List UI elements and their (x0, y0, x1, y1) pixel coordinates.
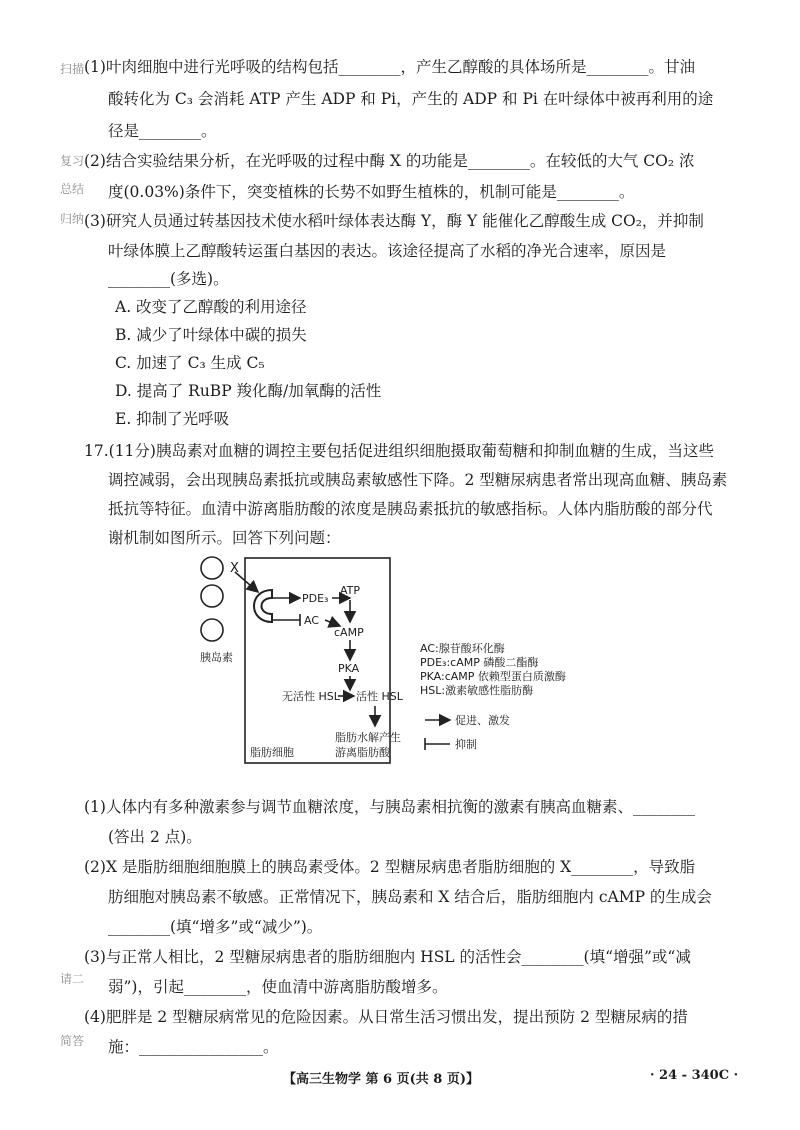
q17-stem-line4: 谢机制如图所示。回答下列问题： (108, 529, 341, 547)
q17-p2-line1: (2)X 是脂肪细胞细胞膜上的胰岛素受体。2 型糖尿病患者脂肪细胞的 X________，导致脂 (84, 858, 696, 876)
insulin-receptor-x (254, 590, 272, 622)
q17-p2-line3: ________(填“增多”或“减少”)。 (108, 918, 323, 936)
insulin-label: 胰岛素 (200, 651, 233, 664)
q16-option-d: D. 提高了 RuBP 羧化酶/加氧酶的活性 (115, 382, 382, 400)
page-footer-title: 【高三生物学 第 6 页(共 8 页)】 (283, 1072, 480, 1087)
legend-ac: AC:腺苷酸环化酶 (420, 642, 505, 655)
q17-p4-line2: 施：________________。 (108, 1038, 279, 1056)
q16-p3-line3: ________(多选)。 (108, 270, 229, 288)
q16-p2-line2: 度(0.03%)条件下，突变植株的长势不如野生植株的，机制可能是________。 (108, 183, 635, 201)
margin-note: 归纳 (60, 212, 85, 226)
fat-cell-label: 脂肪细胞 (250, 746, 294, 759)
insulin-molecule (201, 585, 223, 607)
legend-pka: PKA:cAMP 依赖型蛋白质激酶 (420, 670, 566, 683)
receptor-x-label: X (230, 561, 239, 576)
q16-option-b: B. 减少了叶绿体中碳的损失 (115, 326, 307, 344)
pka-label: PKA (338, 662, 360, 675)
q16-option-e: E. 抑制了光呼吸 (115, 410, 230, 428)
q17-p2-line2: 肪细胞对胰岛素不敏感。正常情况下，胰岛素和 X 结合后，脂肪细胞内 cAMP 的生成会 (108, 888, 712, 906)
legend-hsl: HSL:激素敏感性脂肪酶 (420, 684, 534, 697)
q17-stem-line1: 17.(11分)胰岛素对血糖的调控主要包括促进组织细胞摄取葡萄糖和抑制血糖的生成，当这些 (84, 442, 714, 460)
margin-note: 总结 (60, 182, 85, 196)
q16-p2-line1: (2)结合实验结果分析，在光呼吸的过程中酶 X 的功能是________。在较低的大气 CO₂ 浓 (84, 152, 695, 170)
q16-option-c: C. 加速了 C₃ 生成 C₅ (115, 354, 265, 372)
margin-note: 简答 (60, 1034, 85, 1048)
legend-pde3: PDE₃:cAMP 磷酸二酯酶 (420, 656, 539, 669)
q17-stem-line2: 调控减弱，会出现胰岛素抵抗或胰岛素敏感性下降。2 型糖尿病患者常出现高血糖、胰岛素 (108, 471, 728, 489)
legend-promote: 促进、激发 (455, 714, 510, 727)
q16-p1-line3: 径是________。 (108, 122, 217, 140)
q17-p1-line1: (1)人体内有多种激素参与调节血糖浓度，与胰岛素相抗衡的激素有胰高血糖素、________ (84, 798, 695, 816)
q16-option-a: A. 改变了乙醇酸的利用途径 (115, 298, 307, 316)
q16-p1-line2: 酸转化为 C₃ 会消耗 ATP 产生 ADP 和 Pi，产生的 ADP 和 Pi 在叶绿体中被再利用的途 (108, 90, 714, 108)
ac-label: AC (304, 614, 320, 627)
margin-note: 复习 (60, 154, 85, 168)
q16-p3-line2: 叶绿体膜上乙醇酸转运蛋白基因的表达。该途径提高了水稻的净光合速率，原因是 (108, 242, 667, 260)
q17-stem-line3: 抵抗等特征。血清中游离脂肪酸的浓度是胰岛素抵抗的敏感指标。人体内脂肪酸的部分代 (108, 500, 713, 518)
insulin-molecule (201, 619, 223, 641)
q17-p3-line1: (3)与正常人相比，2 型糖尿病患者的脂肪细胞内 HSL 的活性会________(填“增强”或“减 (84, 948, 691, 966)
atp-label: ATP (340, 584, 361, 597)
margin-note: 扫描 (60, 62, 85, 76)
active-hsl-label: 活性 HSL (356, 690, 403, 703)
camp-label: cAMP (334, 626, 364, 639)
inactive-hsl-label: 无活性 HSL (282, 690, 340, 703)
product-line1: 脂肪水解产生 (335, 731, 401, 744)
fatty-acid-metabolism-diagram (0, 548, 800, 788)
page-footer-code: · 24 - 340C · (650, 1068, 739, 1083)
pde3-label: PDE₃ (302, 592, 329, 605)
q17-p1-line2: (答出 2 点)。 (108, 828, 202, 846)
insulin-molecule (201, 557, 223, 579)
q17-p3-line2: 弱”)，引起________，使血清中游离脂肪酸增多。 (108, 978, 448, 996)
q16-p1-line1: (1)叶肉细胞中进行光呼吸的结构包括________，产生乙醇酸的具体场所是________。甘油 (84, 58, 695, 76)
product-line2: 游离脂肪酸 (335, 746, 390, 759)
q16-p3-line1: (3)研究人员通过转基因技术使水稻叶绿体表达酶 Y，酶 Y 能催化乙醇酸生成 CO₂，并抑制 (84, 212, 704, 230)
legend-inhibit: 抑制 (455, 738, 477, 751)
margin-note: 请二 (60, 972, 85, 986)
q17-p4-line1: (4)肥胖是 2 型糖尿病常见的危险因素。从日常生活习惯出发，提出预防 2 型糖尿病的措 (84, 1008, 688, 1026)
